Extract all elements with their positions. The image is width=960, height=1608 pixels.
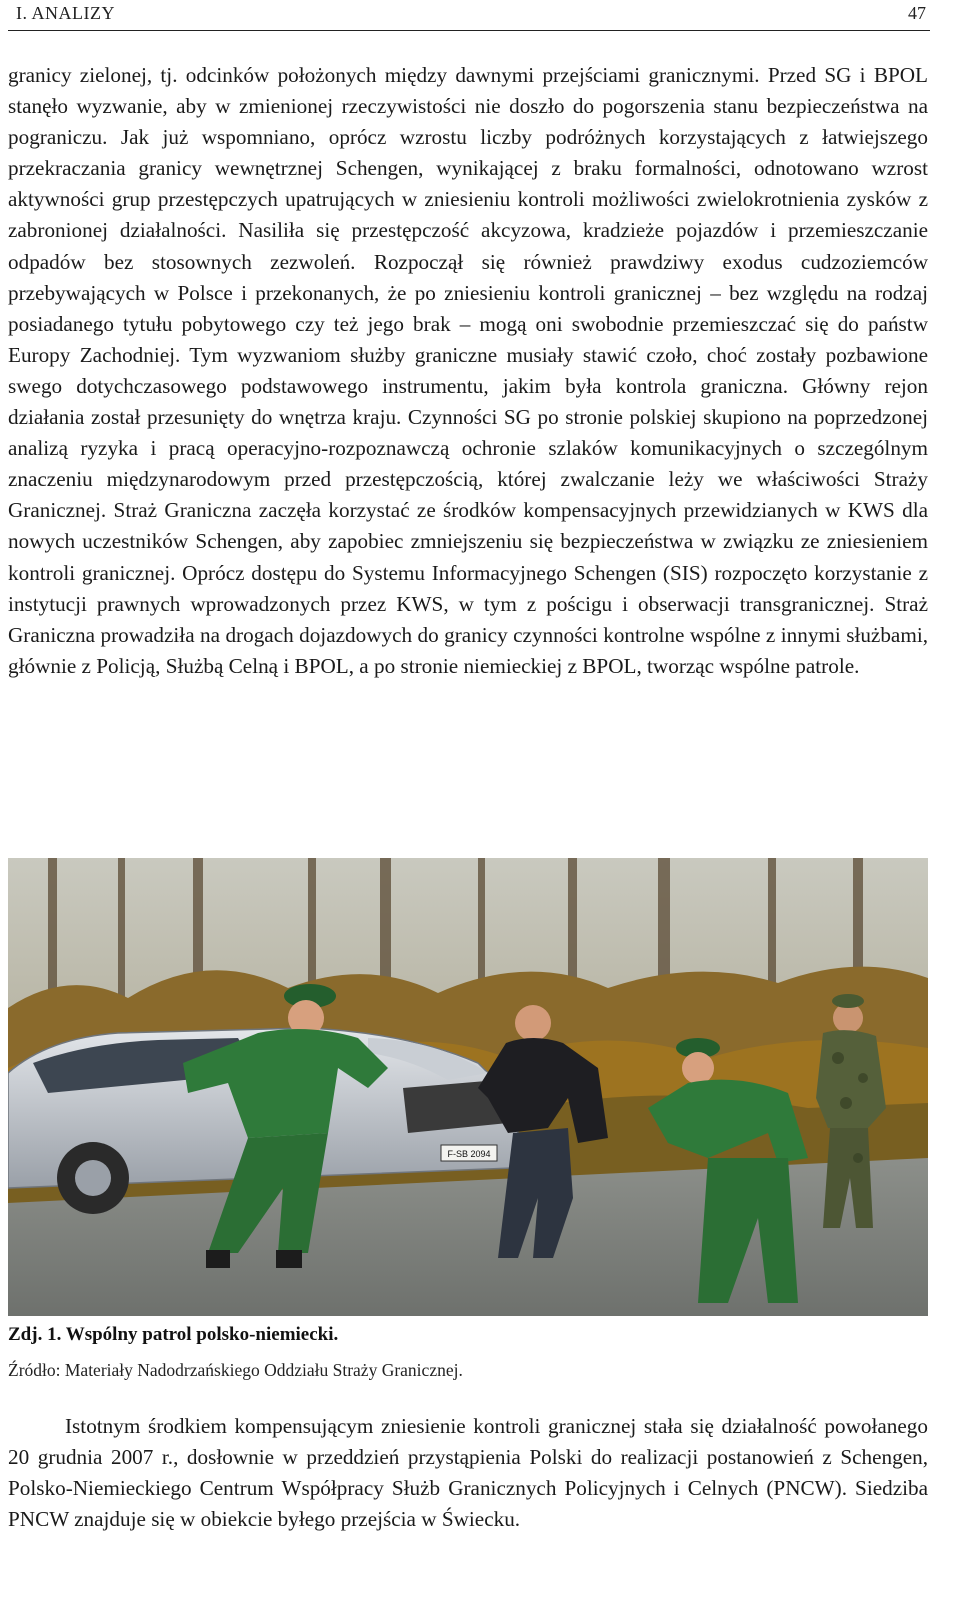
body-paragraph-2: Istotnym środkiem kompensującym zniesienie kontroli granicznej stała się działalność powołanego 20 grudnia 2007 r., dosłownie w przeddzień przystąpienia Polski do realizacji postanowień z Schengen, Polsko-Niemieckiego Centrum Współpracy Służb Granicznych Policyjnych i Celnych (PNCW). Siedziba PNCW znajduje się w obiekcie byłego przejścia w Świecku.	[8, 1414, 928, 1532]
figure-source: Źródło: Materiały Nadodrzańskiego Oddziału Straży Granicznej.	[8, 1360, 463, 1380]
body-paragraph-1: granicy zielonej, tj. odcinków położonych między dawnymi przejściami granicznymi. Przed SG i BPOL stanęło wyzwanie, aby w zmienionej rzeczywistości nie doszło do pogorszenia stanu bezpieczeństwa na pograniczu. Jak już wspomniano, oprócz wzrostu liczby podróżnych korzystających z łatwiejszego przekraczania granicy wewnętrznej Schengen, wynikającej z braku formalności, odnotowano wzrost aktywności grup przestępczych upatrujących w zniesieniu kontroli możliwości zwielokrotnienia zysków z zabronionej działalności. Nasiliła się przestępczość akcyzowa, kradzieże pojazdów i przemieszczanie odpadów bez stosownych zezwoleń. Rozpoczął się również prawdziwy exodus cudzoziemców przebywających w Polsce i przekonanych, że po zniesieniu kontroli granicznej – bez względu na rodzaj posiadanego tytułu pobytowego czy też jego brak – mogą oni swobodnie przemieszczać się do państw Europy Zachodniej. Tym wyzwaniom służby graniczne musiały stawić czoło, choć zostały pozbawione swego dotychczasowego podstawowego instrumentu, jakim była kontrola graniczna. Główny rejon działania został przesunięty do wnętrza kraju. Czynności SG po stronie polskiej skupiono na poprzedzonej analizą ryzyka i pracą operacyjno-rozpoznawczą ochronie szlaków komunikacyjnych o szczególnym znaczeniu międzynarodowym przed przestępczością, której zwalczanie leży we właściwości Straży Granicznej. Straż Graniczna zaczęła korzystać ze środków kompensacyjnych przewidzianych w KWS dla nowych uczestników Schengen, aby zapobiec zmniejszeniu się bezpieczeństwa w związku ze zniesieniem kontroli granicznej. Oprócz dostępu do Systemu Informacyjnego Schengen (SIS) rozpoczęto korzystanie z instytucji prawnych wprowadzonych przez KWS, w tym z pościgu i obserwacji transgranicznej. Straż Graniczna prowadziła na drogach dojazdowych do granicy czynności kontrolne wspólne z innymi służbami, głównie z Policją, Służbą Celną i BPOL, a po stronie niemieckiej z BPOL, tworząc wspólne patrole.	[8, 63, 928, 678]
figure-caption: Zdj. 1. Wspólny patrol polsko-niemiecki.	[8, 1324, 339, 1345]
page-number: 47	[908, 3, 926, 23]
running-header	[8, 0, 930, 31]
license-plate: F-SB 2094	[447, 1149, 491, 1159]
patrol-photo	[8, 858, 928, 1316]
chapter-title: I. ANALIZY	[16, 3, 115, 23]
